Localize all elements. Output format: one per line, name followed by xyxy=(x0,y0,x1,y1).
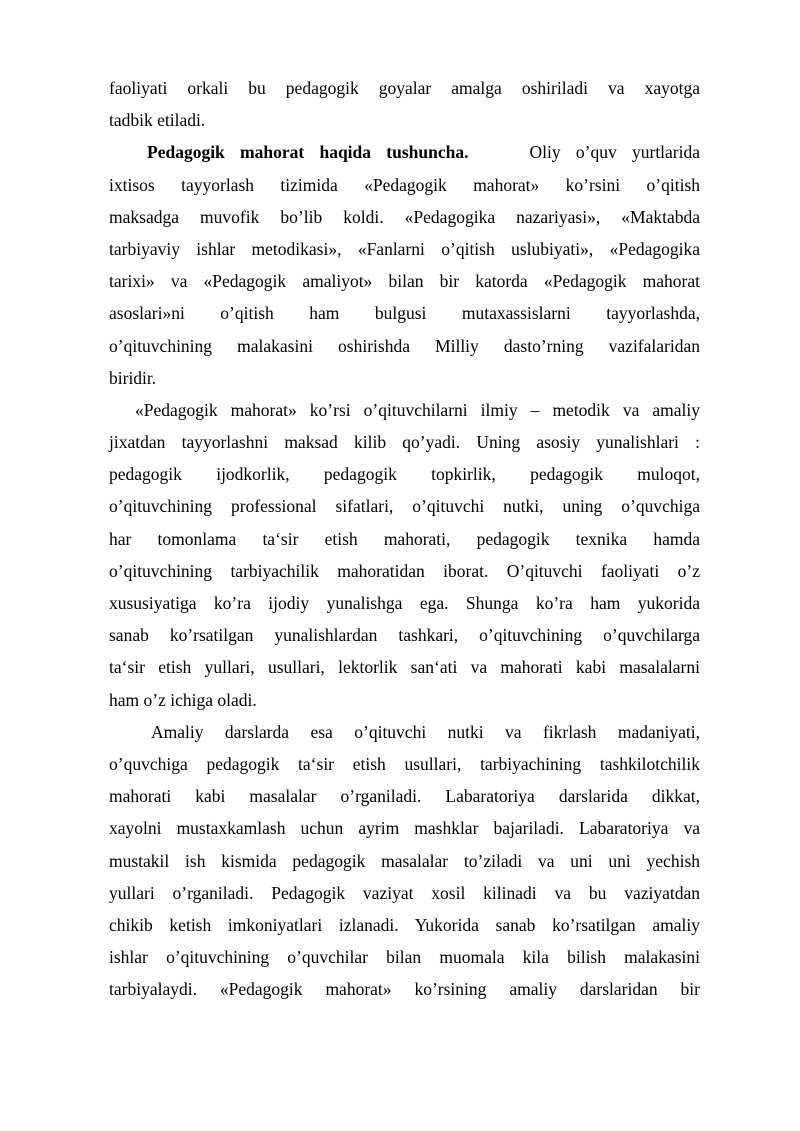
text-line: xususiyatiga ko’ra ijodiy yunalishga ega. Shunga ko’ra ham yukorida xyxy=(109,593,700,613)
text-line: mustakil ish kismida pedagogik masalalar to’ziladi va uni uni yechish xyxy=(109,850,700,871)
text-line: ta‘sir etish yullari, usullari, lektorlik san‘ati va mahorati kabi masalalarni xyxy=(109,657,700,678)
text-line: tadbik etiladi. xyxy=(109,110,206,131)
text-line: asoslari»ni o’qitish ham bulgusi mutaxassislarni tayyorlashda, xyxy=(109,303,700,324)
document-page xyxy=(109,72,700,1005)
text-line: Amaliy darslarda esa o’qituvchi nutki va fikrlash madaniyati, xyxy=(151,721,700,742)
text-line: sanab ko’rsatilgan yunalishlardan tashkari, o’qituvchining o’quvchilarga xyxy=(109,625,700,646)
text-line: o’qituvchining malakasini oshirishda Milliy dasto’rning vazifalaridan xyxy=(109,335,700,356)
text-line: maksadga muvofik bo’lib koldi. «Pedagogika nazariyasi», «Maktabda xyxy=(109,206,700,227)
text-line: tarixi» va «Pedagogik amaliyot» bilan bir katorda «Pedagogik mahorat xyxy=(109,271,700,292)
section-paragraph xyxy=(109,136,700,394)
text-line: ishlar o’qituvchining o’quvchilar bilan muomala kila bilish malakasini xyxy=(109,947,700,968)
text-line: mahorati kabi masalalar o’rganiladi. Labaratoriya darslarida dikkat, xyxy=(109,786,700,807)
text-line: xayolni mustaxkamlash uchun ayrim mashklar bajariladi. Labaratoriya va xyxy=(109,818,700,839)
text-line: tarbiyaviy ishlar metodikasi», «Fanlarni o’qitish uslubiyati», «Pedagogika xyxy=(109,238,700,259)
text-line: o’qituvchining professional sifatlari, o’qituvchi nutki, uning o’quvchiga xyxy=(109,496,700,517)
text-line: faoliyati orkali bu pedagogik goyalar amalga oshiriladi va xayotga xyxy=(109,78,700,98)
text-line: ixtisos tayyorlash tizimida «Pedagogik mahorat» ko’rsini o’qitish xyxy=(109,174,700,195)
text-line: biridir. xyxy=(109,367,157,388)
text-line: tarbiyalaydi. «Pedagogik mahorat» ko’rsining amaliy darslaridan bir xyxy=(109,979,700,1000)
heading-followup: Oliy o’quv yurtlarida xyxy=(529,142,701,163)
text-line: ham o’z ichiga oladi. xyxy=(109,689,257,710)
text-line: pedagogik ijodkorlik, pedagogik topkirlik, pedagogik muloqot, xyxy=(109,464,700,485)
paragraph-3 xyxy=(109,716,700,1006)
paragraph-2 xyxy=(109,394,700,716)
text-line xyxy=(109,136,700,168)
text-line: «Pedagogik mahorat» ko’rsi o’qituvchilarni ilmiy – metodik va amaliy xyxy=(135,399,700,420)
text-line: o’qituvchining tarbiyachilik mahoratidan iborat. O’qituvchi faoliyati o’z xyxy=(109,560,700,581)
text-line: yullari o’rganiladi. Pedagogik vaziyat xosil kilinadi va bu vaziyatdan xyxy=(109,882,700,903)
section-heading: Pedagogik mahorat haqida tushuncha. xyxy=(147,142,469,163)
intro-paragraph xyxy=(109,72,700,136)
text-line: o’quvchiga pedagogik ta‘sir etish usullari, tarbiyachining tashkilotchilik xyxy=(109,753,700,774)
text-line: har tomonlama ta‘sir etish mahorati, pedagogik texnika hamda xyxy=(109,528,700,549)
text-line: jixatdan tayyorlashni maksad kilib qo’yadi. Uning asosiy yunalishlari : xyxy=(109,432,700,453)
text-line: chikib ketish imkoniyatlari izlanadi. Yukorida sanab ko’rsatilgan amaliy xyxy=(109,914,700,935)
